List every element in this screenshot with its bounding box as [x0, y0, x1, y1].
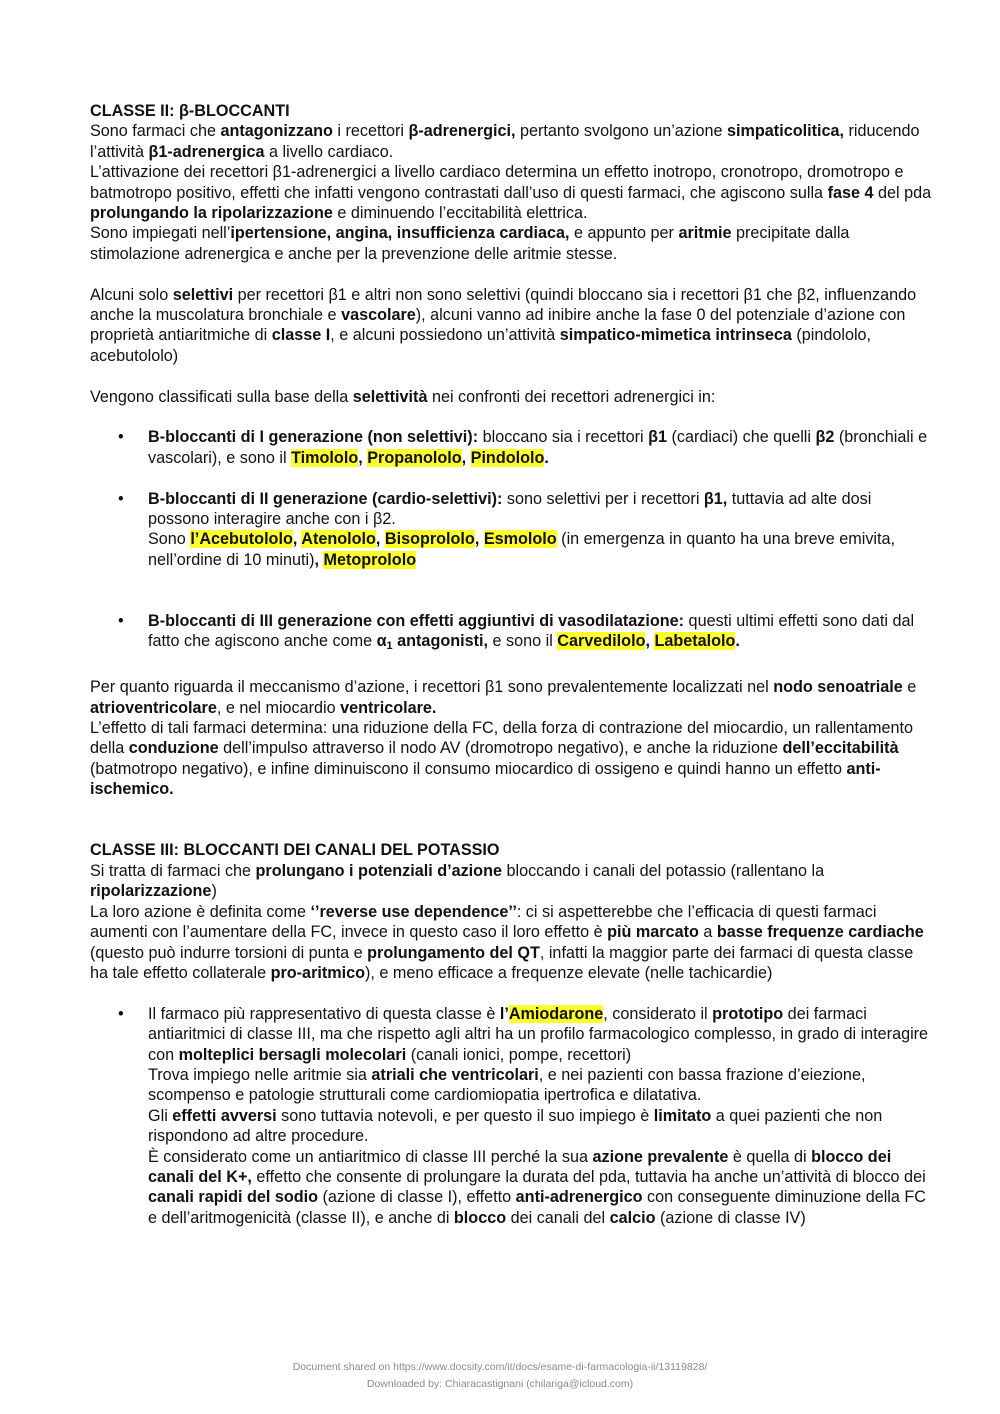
bold-text: l’	[499, 1004, 509, 1023]
spacer	[90, 591, 935, 611]
text-run: e	[902, 678, 917, 697]
text-run: e diminuendo l’eccitabilità elettrica.	[332, 204, 588, 223]
bold-text: antagonisti,	[392, 632, 488, 651]
bold-text: limitato	[653, 1106, 712, 1125]
bullet-icon: •	[118, 428, 124, 447]
bold-text: conduzione	[128, 739, 219, 758]
spacer	[90, 983, 935, 1003]
highlighted-drug-name: l’	[190, 530, 200, 549]
text-run: (cardiaci) che quelli	[667, 428, 816, 447]
text-run: , e nel miocardio	[216, 698, 341, 717]
text-run: (questo può indurre torsioni di punta e	[90, 943, 368, 962]
bold-text: ,	[461, 448, 471, 467]
text-run: (azione di classe IV)	[655, 1208, 806, 1227]
bold-text: β2	[815, 428, 835, 447]
bold-text: antagonizzano	[220, 122, 333, 141]
text-run: dei farmaci antiaritmici di classe III, ma che rispetto agli altri ha un profilo farmacologico complesso, in grado di interagire con	[148, 1004, 929, 1064]
bold-text: β-adrenergici,	[408, 122, 516, 141]
bold-text: B-bloccanti di II generazione (cardio-selettivi):	[148, 489, 503, 508]
list-item	[90, 611, 935, 657]
list-item-text	[148, 1065, 935, 1106]
text-run: del pda	[873, 183, 932, 202]
text-run: dell’impulso attraverso il nodo AV (dromotropo negativo), e anche la riduzione	[218, 739, 783, 758]
bold-text: anti-adrenergico	[515, 1188, 643, 1207]
paragraph	[90, 121, 935, 162]
bold-text: simpaticolitica,	[727, 122, 844, 141]
text-run: (canali ionici, pompe, recettori)	[406, 1045, 632, 1064]
text-run: è quella di	[728, 1147, 812, 1166]
paragraph	[90, 861, 935, 902]
bullet-icon: •	[118, 612, 124, 631]
text-run: (azione di classe I), effetto	[318, 1188, 516, 1207]
text-run: a livello cardiaco.	[264, 142, 394, 161]
bold-text: effetti avversi	[172, 1106, 277, 1125]
text-run: , e nei pazienti con bassa frazione d’eiezione, scompenso e patologie strutturali come cardiomiopatia ipertrofica e dilatativa.	[148, 1065, 866, 1105]
highlighted-drug-name: Propanololo	[367, 448, 462, 467]
bold-text: nodo senoatriale	[773, 678, 903, 697]
bold-text: α	[376, 632, 387, 651]
bold-text: β1	[648, 428, 668, 447]
text-run: Si tratta di farmaci che	[90, 861, 256, 880]
paragraph	[90, 387, 935, 407]
bold-text: blocco dei canali del K+,	[148, 1147, 892, 1186]
list-item-text	[148, 1147, 935, 1229]
list-item-text	[148, 529, 935, 570]
bold-text: β1,	[703, 489, 728, 508]
spacer	[90, 264, 935, 284]
bold-text: atriali che ventricolari	[371, 1065, 539, 1084]
spacer	[90, 570, 935, 590]
bold-text: aritmie	[678, 224, 732, 243]
bold-text: simpatico-mimetica intrinseca	[559, 326, 792, 345]
bullet-icon: •	[118, 1004, 124, 1023]
text-run: questi ultimi effetti sono dati dal fatto che agiscono anche come	[148, 612, 915, 651]
spacer	[90, 657, 935, 677]
bold-text: classe I	[271, 326, 331, 345]
list-item-text	[148, 489, 935, 530]
text-run: (pindololo, acebutololo)	[90, 326, 872, 365]
paragraph	[90, 285, 935, 367]
bold-text: ripolarizzazione	[90, 882, 212, 901]
footer-shared-link: Document shared on https://www.docsity.com/it/docs/esame-di-farmacologia-ii/13119828/	[292, 1361, 708, 1373]
text-run: , considerato il	[603, 1004, 713, 1023]
section-heading-class-3: CLASSE III: BLOCCANTI DEI CANALI DEL POTASSIO	[90, 841, 500, 860]
highlighted-drug-name: Esmololo	[483, 530, 557, 549]
bold-text: selettivi	[172, 285, 234, 304]
section-heading-class-2: CLASSE II: β-BLOCCANTI	[90, 102, 290, 120]
bold-text: prolungando la ripolarizzazione	[90, 204, 333, 223]
highlighted-drug-name: Timololo	[291, 448, 359, 467]
spacer	[90, 366, 935, 386]
text-run: Alcuni solo	[90, 285, 173, 304]
text-run: Gli	[148, 1106, 173, 1125]
text-run: bloccando i canali del potassio (rallentano la	[501, 861, 825, 880]
text-run: sono selettivi per i recettori	[502, 489, 704, 508]
spacer	[90, 407, 935, 427]
text-run: Sono impiegati nell’	[90, 224, 231, 243]
document-body	[90, 101, 935, 1228]
bullet-icon: •	[118, 489, 124, 508]
text-run: nei confronti dei recettori adrenergici in:	[427, 387, 716, 406]
bold-text: basse frequenze cardiache	[716, 923, 924, 942]
bold-text: ,	[358, 448, 368, 467]
text-run: ), e meno efficace a frequenze elevate (nelle tachicardie)	[365, 963, 773, 982]
text-run: )	[211, 882, 217, 901]
text-run: Trova impiego nelle aritmie sia	[148, 1065, 372, 1084]
bold-text: .	[735, 632, 740, 651]
highlighted-drug-name: Metoprololo	[323, 550, 417, 569]
spacer	[90, 800, 935, 820]
bullet-list	[90, 427, 935, 656]
text-run: riducendo l’attività	[90, 122, 920, 161]
list-item	[90, 427, 935, 468]
highlighted-drug-name: Acebutololo	[199, 530, 293, 549]
bold-text: anti-ischemico.	[90, 759, 881, 799]
text-run: È considerato come un antiaritmico di classe III perché la sua	[148, 1147, 593, 1166]
bold-text: ‘’reverse use dependence’’	[310, 902, 517, 921]
bold-text: atrioventricolare	[90, 698, 217, 717]
list-item	[90, 489, 935, 571]
bold-text: prolungamento del QT	[367, 943, 540, 962]
list-item	[90, 1004, 935, 1228]
text-run: precipitate dalla stimolazione adrenergica e anche per la prevenzione delle aritmie stesse.	[90, 224, 850, 263]
bold-text: ventricolare.	[340, 698, 437, 717]
bold-text: β1-adrenergica	[148, 142, 265, 161]
text-run: (in emergenza in quanto ha una breve emivita, nell’ordine di 10 minuti)	[148, 530, 896, 569]
bold-text: fase 4	[827, 183, 874, 202]
bold-text: azione prevalente	[592, 1147, 729, 1166]
bold-text: prototipo	[712, 1004, 784, 1023]
text-run: L’effetto di tali farmaci determina: una riduzione della FC, della forza di contrazione del miocardio, un rallentamento della	[90, 719, 914, 758]
highlighted-drug-name: Pindololo	[470, 448, 545, 467]
bold-text: calcio	[609, 1208, 656, 1227]
text-run: La loro azione è definita come	[90, 902, 311, 921]
spacer	[90, 820, 935, 840]
text-run: Vengono classificati sulla base della	[90, 387, 353, 406]
text-run: : ci si aspetterebbe che l’efficacia di questi farmaci aumenti con l’aumentare della FC, invece in questo caso il loro effetto è	[90, 902, 877, 942]
text-run: a	[698, 923, 717, 942]
bold-text: B-bloccanti di III generazione con effetti aggiuntivi di vasodilatazione:	[148, 612, 685, 631]
paragraph	[90, 223, 935, 264]
text-run: Sono	[148, 530, 191, 549]
highlighted-drug-name: Bisoprololo	[384, 530, 475, 549]
bold-text: 1	[386, 640, 393, 653]
list-item-text	[148, 611, 935, 657]
text-run: (bronchiali e vascolari), e sono il	[148, 428, 928, 467]
text-run: , infatti la maggior parte dei farmaci di questa classe ha tale effetto collaterale	[90, 943, 914, 982]
bold-text: selettività	[352, 387, 428, 406]
bold-text: molteplici bersagli molecolari	[178, 1045, 407, 1064]
text-run: effetto che consente di prolungare la durata del pda, tuttavia ha anche un’attività di blocco dei	[251, 1167, 926, 1186]
list-item-text	[148, 1106, 935, 1147]
footer-downloaded-by: Downloaded by: Chiaracastignani (chilariga@icloud.com)	[366, 1378, 634, 1390]
bold-text: ,	[375, 530, 385, 549]
paragraph	[90, 718, 935, 800]
paragraph	[90, 677, 935, 718]
paragraph	[90, 902, 935, 984]
text-run: i recettori	[332, 122, 409, 141]
list-item-text	[148, 1004, 935, 1065]
text-run: dei canali del	[506, 1208, 610, 1227]
text-run: con conseguente diminuzione della FC e dell’aritmogenicità (classe II), e anche di	[148, 1188, 926, 1227]
bold-text: ,	[314, 550, 324, 569]
bold-text: vascolare	[341, 306, 416, 325]
text-run: Sono farmaci che	[90, 122, 221, 141]
bold-text: prolungano i potenziali d’azione	[255, 861, 502, 880]
bold-text: dell’eccitabilità	[782, 739, 899, 758]
text-run: Il farmaco più rappresentativo di questa classe è	[148, 1004, 500, 1023]
text-run: per recettori β1 e altri non sono selettivi (quindi bloccano sia i recettori β1 che β2, influenzando anche la muscolatura bronchiale e	[90, 285, 917, 325]
bullet-list	[90, 1004, 935, 1228]
bold-text: .	[544, 448, 549, 467]
list-item-text	[148, 427, 935, 468]
text-run: sono tuttavia notevoli, e per questo il suo impiego è	[276, 1106, 654, 1125]
highlighted-drug-name: Labetalolo	[654, 632, 736, 651]
bold-text: pro-aritmico	[270, 963, 366, 982]
bold-text: ,	[292, 530, 302, 549]
bold-text: ipertensione, angina, insufficienza cardiaca,	[230, 224, 570, 243]
highlighted-drug-name: Amiodarone	[508, 1004, 604, 1023]
highlighted-drug-name: Carvedilolo	[557, 632, 646, 651]
bold-text: più marcato	[607, 923, 699, 942]
text-run: a quei pazienti che non rispondono ad altre procedure.	[148, 1106, 883, 1146]
text-run: pertanto svolgono un’azione	[515, 122, 728, 141]
text-run: bloccano sia i recettori	[478, 428, 649, 447]
text-run: tuttavia ad alte dosi possono interagire anche con i β2.	[148, 489, 872, 529]
spacer	[90, 468, 935, 488]
highlighted-drug-name: Atenololo	[301, 530, 376, 549]
bold-text: ,	[474, 530, 484, 549]
text-run: Per quanto riguarda il meccanismo d’azione, i recettori β1 sono prevalentemente localizzati nel	[90, 678, 774, 697]
paragraph	[90, 162, 935, 223]
text-run: L’attivazione dei recettori β1-adrenergici a livello cardiaco determina un effetto inotropo, cronotropo, dromotropo e batmotropo positivo, effetti che infatti vengono contrastati dall’uso di questi farmaci, che agiscono sulla	[90, 163, 904, 202]
bold-text: blocco	[453, 1208, 507, 1227]
bold-text: B-bloccanti di I generazione (non selettivi):	[148, 428, 479, 447]
text-run: (batmotropo negativo), e infine diminuiscono il consumo miocardico di ossigeno e quindi hanno un effetto	[90, 759, 847, 778]
text-run: e appunto per	[569, 224, 679, 243]
text-run: ), alcuni vanno ad inibire anche la fase 0 del potenziale d’azione con proprietà antiaritmiche di	[90, 306, 906, 345]
bold-text: canali rapidi del sodio	[148, 1188, 319, 1207]
text-run: e sono il	[488, 632, 558, 651]
bold-text: ,	[645, 632, 655, 651]
text-run: , e alcuni possiedono un’attività	[330, 326, 560, 345]
